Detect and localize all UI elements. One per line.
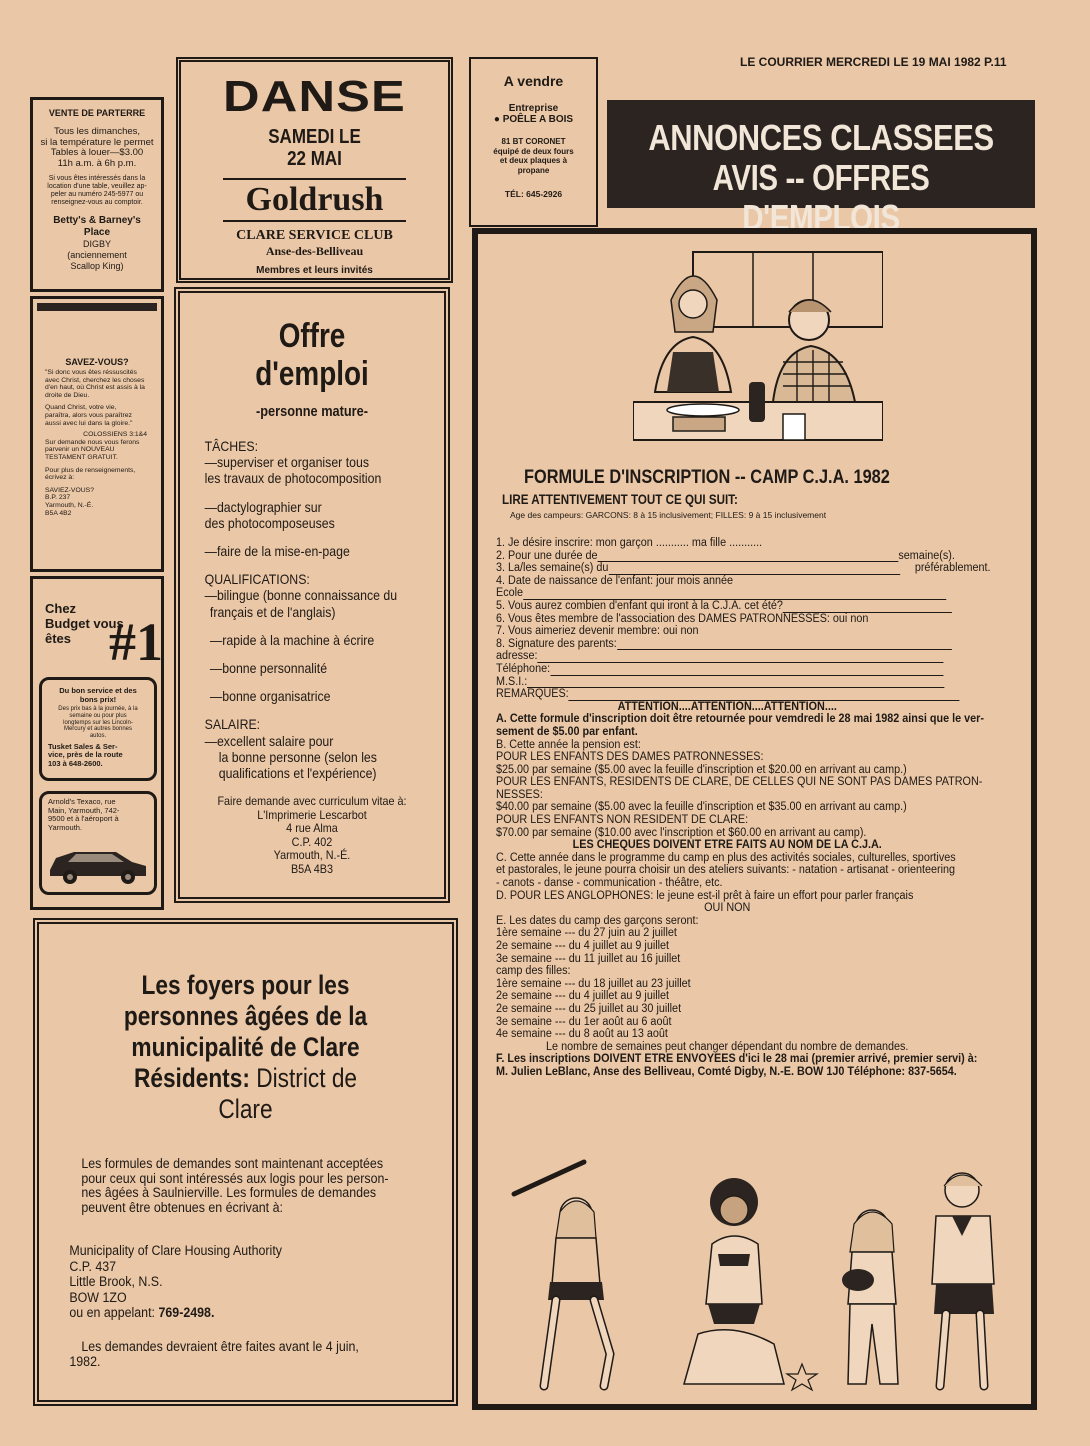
savez-info: Pour plus de renseignements, [45,466,136,474]
savez-title: SAVEZ-VOUS? [65,357,129,367]
savez-quote: aussi avec lui dans la gloire." [45,419,133,427]
danse-date: 22 MAI [287,148,342,170]
ad-divider [37,303,157,311]
section-b: POUR LES ENFANTS DES DAMES PATRONNESSES: [496,751,764,764]
signature-input[interactable] [617,640,952,650]
offre-contact: L'Imprimerie Lescarbot [257,807,367,822]
section-e: 2e semaine --- du 4 juillet au 9 juillet [496,990,670,1003]
foyers-body: Les formules de demandes sont maintenant acceptées [81,1156,384,1171]
savez-ref: COLOSSIENS 3:1&4 [83,431,147,439]
savez-quote: avec Christ, cherchez les choses [45,376,145,384]
danse-title: DANSE [223,72,406,121]
danse-ad [176,57,453,283]
budget-tusket: vice, près de la route [48,750,123,760]
qual-line: —bonne organisatrice [209,688,331,705]
form-ages: Age des campeurs: GARCONS: 8 à 15 inclusivement; FILLES: 9 à 15 inclusivement [510,510,827,520]
savez-info: écrivez à: [45,474,75,482]
children-sports-illustration [484,1154,1024,1404]
offre-contact: C.P. 402 [291,834,333,849]
form-field: M.S.I.: [496,675,528,688]
salaire-line: qualifications et l'expérience) [218,765,377,782]
salaire-title: SALAIRE: [204,716,261,733]
foyers-address: C.P. 437 [69,1258,117,1274]
number-one-badge: #1 [109,612,163,672]
budget-arnold-box [39,791,157,895]
section-b: POUR LES ENFANTS, RESIDENTS DE CLARE, DE CELLES QUI NE SONT PAS DAMES PATRON- [496,776,983,789]
vente-small: location d'une table, veuillez ap- [47,183,147,190]
form-field: 5. Vous aurez combien d'enfant qui iront à la C.J.A. cet été? [496,599,783,612]
taches-title: TÂCHES: [204,438,259,454]
form-field: 1. Je désire inscrire: mon garçon ........... ma fille ........... [496,537,763,549]
offre-contact: Yarmouth, N.-É. [273,848,351,863]
vendre-desc: équipé de deux fours [493,146,574,156]
offre-emploi-ad [174,287,450,903]
vendre-title: A vendre [503,73,564,89]
qual-title: QUALIFICATIONS: [204,571,310,588]
savez-quote: d'en haut, où Christ est assis à la [45,384,145,392]
qual-line: français et de l'anglais) [209,603,336,620]
vente-small: renseignez-vous au comptoir. [51,199,143,206]
address-input[interactable] [537,653,943,663]
form-field: 2. Pour une durée de [496,549,598,562]
a-vendre-ad [469,57,598,227]
qual-line: —bonne personnalité [209,660,328,677]
budget-title: Chez [45,601,77,616]
camp-form-ad [472,228,1037,1410]
vente-small: Si vous êtes intéressés dans la [48,175,146,182]
foyers-deadline: 1982. [69,1353,101,1369]
form-field: 6. Vous êtes membre de l'association des DAMES PATRONNESSES: oui non [496,612,869,625]
section-d: D. POUR LES ANGLOPHONES: le jeune est-il prêt à faire un effort pour parler français [496,889,914,902]
savez-address: Yarmouth, N.-É. [45,501,94,509]
form-field-suffix: préférablement. [914,562,991,575]
form-field: 7. Vous aimeriez devenir membre: oui non [496,625,699,638]
vente-line: 11h a.m. à 6h p.m. [57,157,137,169]
foyers-phone: 769-2498. [158,1305,215,1320]
offre-title: d'emploi [255,355,369,393]
section-b: $70.00 par semaine ($10.00 avec l'inscription et $60.00 en arrivant au camp). [496,826,867,839]
foyers-deadline: Les demandes devraient être faites avant le 4 juin, [81,1338,359,1354]
weeks-input[interactable] [608,565,899,575]
danse-place: Anse-des-Belliveau [265,244,364,258]
danse-members: Membres et leurs invités [256,265,373,276]
section-f: M. Julien LeBlanc, Anse des Belliveau, Comté Digby, N.-E. BOW 1J0 Téléphone: 837-5654. [496,1065,957,1078]
form-field: 4. Date de naissance de l'enfant: jour mois année [496,574,734,587]
form-field: 3. La/les semaine(s) du [496,562,609,575]
vendre-desc: et deux plaques à [499,156,568,165]
vendre-desc: propane [517,165,550,175]
form-field: adresse: [496,650,538,663]
place-former: Scallop King) [70,261,124,271]
classified-banner [607,100,1035,238]
savez-quote: "Si donc vous êtes réssuscités [45,369,137,376]
savez-address: B.P. 237 [45,494,71,502]
savez-demand: Sur demande nous vous ferons [45,438,140,446]
section-a: sement de $5.00 par enfant. [496,725,638,738]
vendre-line: ● POÊLE A BOIS [493,114,574,125]
tache-line: des photocomposeuses [204,514,335,531]
budget-arnold: Main, Yarmouth, 742- [48,805,120,815]
vente-line: Tous les dimanches, [53,126,141,137]
qual-line: —bilingue (bonne connaissance du [204,587,398,604]
kitchen-illustration [633,242,883,457]
savez-quote: droite de Dieu. [45,391,90,399]
tache-line: —faire de la mise-en-page [204,543,350,560]
car-illustration [46,840,150,886]
section-e: 2e semaine --- du 4 juillet au 9 juillet [496,940,670,952]
phone-input[interactable] [550,666,943,676]
qual-line: —rapide à la machine à écrire [209,631,375,648]
salaire-line: —excellent salaire pour [204,732,334,749]
vente-parterre-ad [30,97,164,292]
tache-line: les travaux de photocomposition [204,470,382,487]
form-title: FORMULE D'INSCRIPTION -- CAMP C.J.A. 1982 [524,467,890,488]
foyers-title: Les foyers pour les [141,970,350,1000]
vendre-tel: TÉL: 645-2926 [504,189,563,199]
section-e: 1ère semaine --- du 27 juin au 2 juillet [496,927,677,940]
vente-line: si la température le permet [40,136,154,148]
tache-line: —dactylographier sur [204,498,322,515]
section-e: 2e semaine --- du 25 juillet au 30 juillet [496,1002,682,1015]
budget-tusket: 103 à 648-2600. [48,758,103,768]
savez-address: B5A 4B2 [45,509,72,517]
foyers-address: Little Brook, N.S. [69,1274,163,1289]
budget-ad [30,576,164,910]
section-e: 3e semaine --- du 1er août au 6 août [496,1015,672,1028]
section-a: A. Cette formule d'inscription doit être retournée pour vemdredi le 28 mai 1982 ainsi que le ver- [496,713,984,726]
budget-detail: longtemps sur les Lincoln- [63,719,133,726]
savez-vous-ad [30,296,164,572]
foyers-address: BOW 1ZO [69,1289,127,1305]
danse-club: CLARE SERVICE CLUB [236,228,393,243]
salaire-line: la bonne personne (selon les [218,748,377,765]
weeks-note: Le nombre de semaines peut changer dépendant du nombre de demandes. [546,1040,909,1053]
foyers-ad [33,918,458,1406]
children-count-input[interactable] [783,603,952,613]
foyers-body: pour ceux qui sont intéressés aux logis pour les person- [81,1170,389,1186]
section-c: et pastorales, le jeune pourra choisir un des ateliers suivants: - natation - artisanat - orienteering [496,864,956,877]
foyers-title: personnes âgées de la [123,1001,368,1031]
budget-service-box [39,677,157,781]
offre-contact: 4 rue Alma [286,821,338,836]
budget-tusket: Tusket Sales & Ser- [48,741,118,751]
residents-value: District de [256,1063,358,1093]
residents-label: Résidents: [133,1063,250,1093]
section-b: B. Cette année la pension est: [496,738,641,751]
place-location: DIGBY [82,239,111,249]
school-input[interactable] [523,590,946,600]
phone-prefix: ou en appelant: [69,1305,156,1320]
foyers-body: peuvent être obtenues en écrivant à: [81,1199,283,1215]
attention-line: ATTENTION....ATTENTION....ATTENTION.... [617,700,837,713]
section-c: - canots - danse - communication - théâtre, etc. [496,877,723,890]
savez-quote: paraîtra, alors vous paraîtrez [45,411,132,419]
budget-title: êtes [45,631,72,646]
budget-arnold: Arnold's Texaco, rue [48,797,116,806]
section-b: NESSES: [496,788,543,801]
vendre-desc: 81 BT CORONET [501,137,566,146]
savez-demand: TESTAMENT GRATUIT. [45,453,118,461]
place-name: Place [83,227,111,238]
budget-detail: Mercury et autres bonnes [63,726,133,733]
newspaper-header: LE COURRIER MERCREDI LE 19 MAI 1982 P.11 [740,55,1007,69]
section-e: 3e semaine --- du 11 juillet au 16 juillet [496,952,681,965]
budget-detail: autos. [89,733,107,740]
section-b: $25.00 par semaine ($5.00 avec la feuille d'inscription et $20.00 en arrivant au camp.) [496,763,907,776]
form-subtitle: LIRE ATTENTIVEMENT TOUT CE QUI SUIT: [502,492,738,507]
danse-date: SAMEDI LE [268,126,361,148]
vente-title: VENTE DE PARTERRE [48,108,146,118]
form-field: Ecole [496,587,524,600]
banner-title: ANNONCES CLASSEES [648,117,994,158]
section-e: 1ère semaine --- du 18 juillet au 23 juillet [496,977,691,990]
section-d-options: OUI NON [704,902,751,915]
form-field: 8. Signature des parents: [496,637,617,650]
offre-contact: Faire demande avec curriculum vitae à: [217,794,407,809]
offre-contact: B5A 4B3 [290,861,334,876]
budget-service: bons prix! [79,695,117,704]
budget-detail: semaine ou pour plus [69,712,127,719]
offre-title: Offre [278,317,346,355]
duration-input[interactable] [598,552,899,562]
budget-arnold: Yarmouth. [48,822,83,832]
residents-value: Clare [218,1094,273,1124]
section-e: camp des filles: [496,965,571,978]
budget-title: Budget vous [45,616,124,631]
cheques-line: LES CHEQUES DOIVENT ETRE FAITS AU NOM DE LA C.J.A. [572,839,882,852]
section-b: $40.00 par semaine ($5.00 avec la feuille d'inscription et $35.00 en arrivant au camp.) [496,801,907,814]
section-b: POUR LES ENFANTS NON RESIDENT DE CLARE: [496,814,749,827]
foyers-title: municipalité de Clare [131,1032,360,1062]
section-e: 4e semaine --- du 8 août au 13 août [496,1028,668,1041]
offre-subtitle: -personne mature- [256,403,368,420]
form-field-suffix: semaine(s). [898,549,955,562]
vente-line: Tables à louer—$3.00 [50,147,144,158]
budget-detail: Des prix bas à la journée, à la [58,706,138,712]
place-name: Betty's & Barney's [53,215,141,226]
foyers-body: nes âgées à Saulnierville. Les formules de demandes [81,1185,377,1200]
savez-demand: parvenir un NOUVEAU [45,446,115,454]
banner-subtitle: AVIS -- OFFRES D'EMPLOIS [712,157,930,238]
tache-line: —superviser et organiser tous [204,454,369,471]
section-e: E. Les dates du camp des garçons seront: [496,914,699,927]
place-former: (anciennement [67,250,127,260]
section-f: F. Les inscriptions DOIVENT ETRE ENVOYEES d'ici le 28 mai (premier arrivé, premier servi) à: [496,1053,978,1066]
danse-band: Goldrush [245,181,384,218]
msi-input[interactable] [527,678,944,688]
budget-service: Du bon service et des [59,686,137,695]
remarks-input[interactable] [569,691,960,701]
savez-quote: Quand Christ, votre vie, [45,404,117,412]
vendre-line: Entreprise [508,103,559,114]
form-field: Téléphone: [496,662,551,675]
budget-arnold: 9500 et à l'aéroport à [48,814,119,823]
foyers-address: Municipality of Clare Housing Authority [69,1243,282,1258]
section-c: C. Cette année dans le programme du camp en plus des activités sociales, culturelles, sportives [496,851,956,864]
savez-address: SAVIEZ-VOUS? [45,486,94,494]
vente-small: peler au numéro 245-5977 ou [50,191,144,198]
form-field: REMARQUES: [496,688,569,701]
